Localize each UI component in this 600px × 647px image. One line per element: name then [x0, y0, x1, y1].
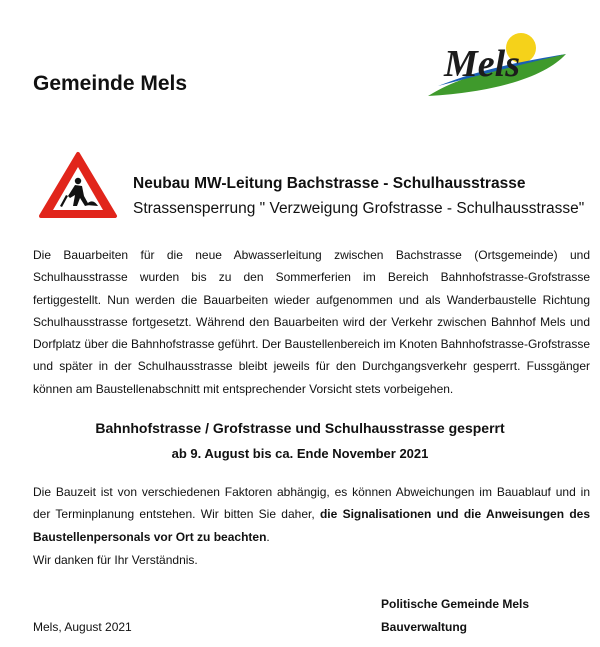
intro-paragraph: Die Bauarbeiten für die neue Abwasserleitung zwischen Bachstrasse (Ortsgemeinde) und Schulhausstrasse wurden bis zu den Sommerferien im Bereich Bahnhofstrasse-Grofstrasse fertiggestellt. Nun werden die Bauarbeiten wieder aufgenommen und als Wanderbaustelle Richtung Schulhausstrasse fortgesetzt. Während den Bauarbeiten wird der Verkehr zwischen Bahnhof Mels und Dorfplatz über die Bahnhofstrasse geführt. Der Baustellenbereich im Knoten Bahnhofstrasse-Grofstrasse und später in der Schulhausstrasse bleibt jeweils für den Durchgangsverkehr gesperrt. Fussgänger können am Baustellenabschnitt mit entsprechender Vorsicht stets vorbeigehen. [33, 248, 590, 396]
signature-organization: Politische Gemeinde Mels [381, 597, 530, 611]
signature-department: Bauverwaltung [381, 620, 468, 634]
info-paragraph [33, 481, 590, 548]
closure-dates: ab 9. August bis ca. Ende November 2021 [171, 446, 429, 461]
notice-title: Neubau MW-Leitung Bachstrasse - Schulhausstrasse [133, 175, 526, 192]
info-paragraph-emphasis: die Signalisationen und die Anweisungen des Baustellenpersonals vor Ort zu beachten [33, 507, 590, 544]
closure-heading: Bahnhofstrasse / Grofstrasse und Schulhausstrasse gesperrt [95, 420, 505, 436]
info-paragraph-end: . [266, 529, 270, 544]
mels-logo [428, 26, 566, 98]
notice-subtitle: Strassensperrung " Verzweigung Grofstrasse - Schulhausstrasse" [133, 200, 585, 217]
municipality-title: Gemeinde Mels [33, 72, 188, 95]
place-date: Mels, August 2021 [33, 620, 132, 634]
info-paragraph-intro: Die Bauzeit ist von verschiedenen Faktoren abhängig, es können Abweichungen im Bauablauf und in der Terminplanung entstehen. Wir bitten Sie daher, [33, 485, 590, 522]
logo-wordmark: Mels [444, 43, 520, 85]
thanks-line: Wir danken für Ihr Verständnis. [33, 553, 198, 567]
roadworks-warning-icon [38, 150, 118, 220]
